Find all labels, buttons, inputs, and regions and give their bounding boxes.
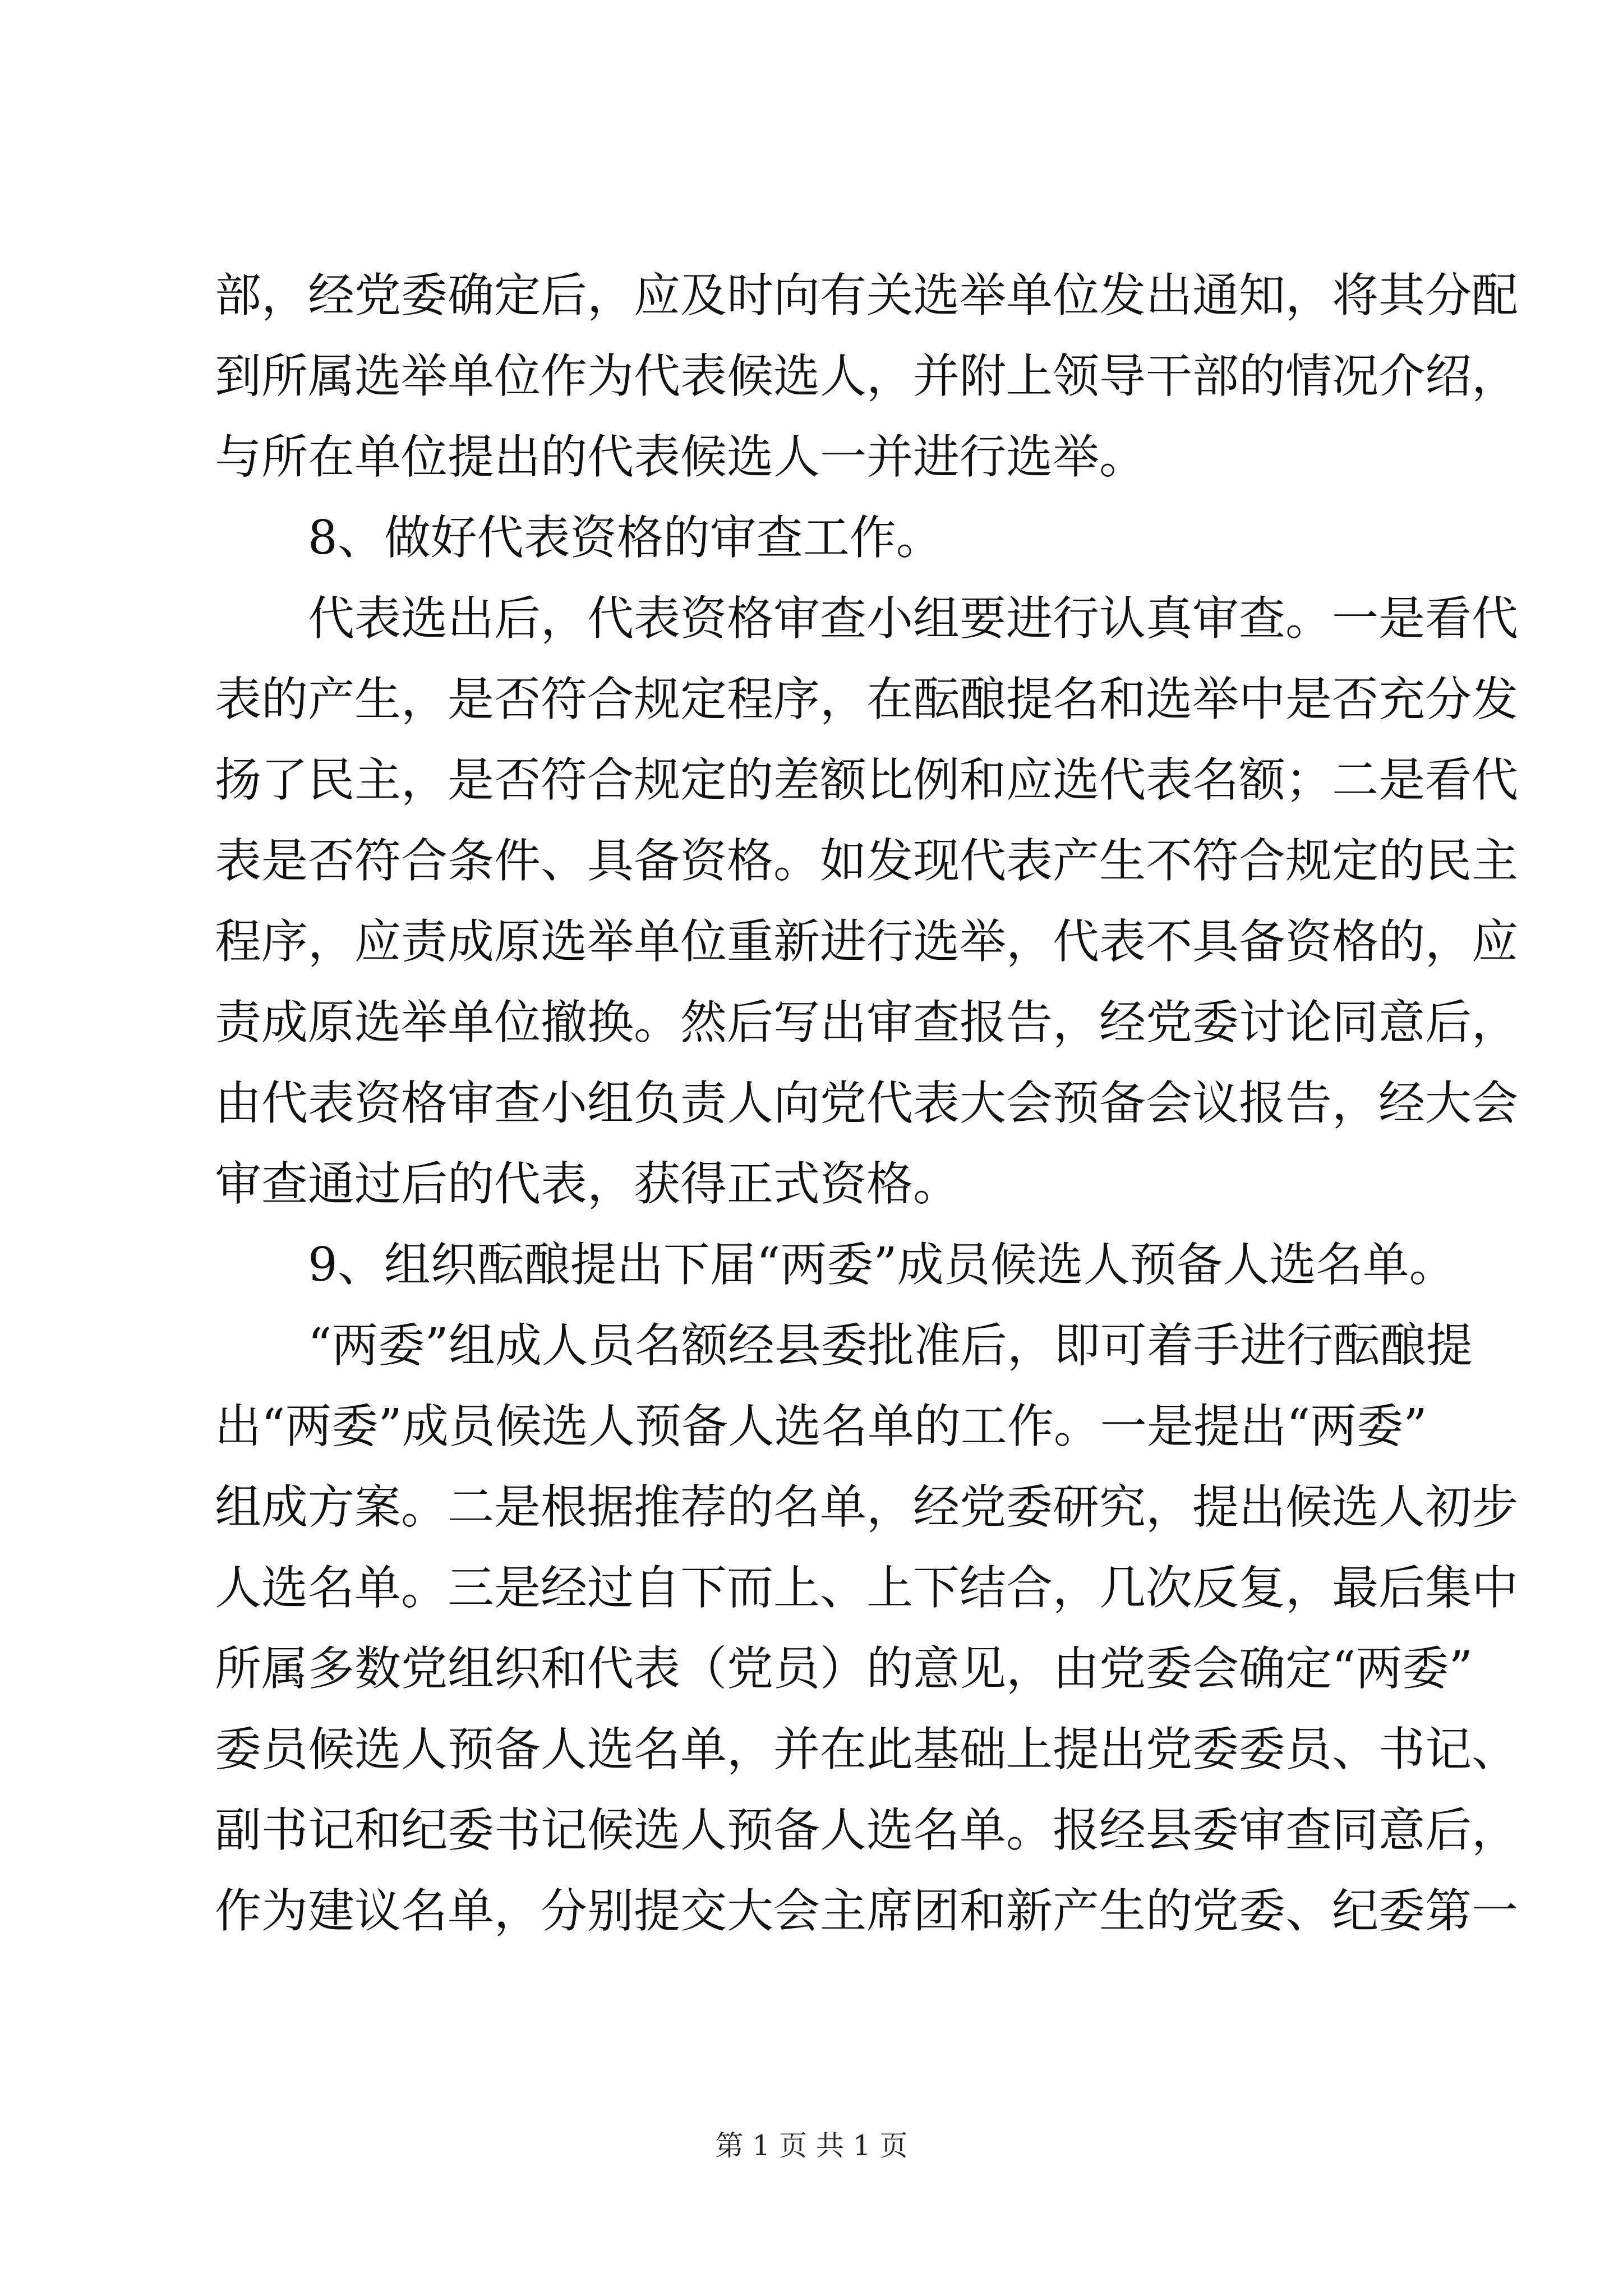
text-line: 部，经党委确定后，应及时向有关选举单位发出通知，将其分配 [215,268,1518,323]
section-heading-8: 8、做好代表资格的审查工作。 [308,510,943,565]
section-heading-9: 9、组织酝酿提出下届“两委”成员候选人预备人选名单。 [308,1237,1456,1292]
text-line: 组成方案。二是根据推荐的名单，经党委研究，提出候选人初步 [215,1480,1518,1534]
text-line: “两委”组成人员名额经县委批准后，即可着手进行酝酿提 [308,1318,1473,1373]
text-line: 审查通过后的代表，获得正式资格。 [215,1157,960,1211]
text-line: 程序，应责成原选举单位重新进行选举，代表不具备资格的，应 [215,914,1518,969]
text-line: 责成原选举单位撤换。然后写出审查报告，经党委讨论同意后， [215,995,1518,1050]
text-line: 表是否符合条件、具备资格。如发现代表产生不符合规定的民主 [215,834,1518,888]
page-footer: 第 1 页 共 1 页 [715,2129,908,2162]
text-line: 出“两委”成员候选人预备人选名单的工作。一是提出“两委” [215,1399,1427,1453]
text-line: 副书记和纪委书记候选人预备人选名单。报经县委审查同意后， [215,1803,1518,1857]
text-line: 作为建议名单，分别提交大会主席团和新产生的党委、纪委第一 [215,1884,1518,1938]
text-line: 与所在单位提出的代表候选人一并进行选举。 [215,430,1146,484]
text-line: 所属多数党组织和代表（党员）的意见，由党委会确定“两委” [215,1641,1473,1696]
body-text [215,255,1518,1952]
text-line: 表的产生，是否符合规定程序，在酝酿提名和选举中是否充分发 [215,672,1518,726]
text-line: 到所属选举单位作为代表候选人，并附上领导干部的情况介绍， [215,349,1518,403]
text-line: 人选名单。三是经过自下而上、上下结合，几次反复，最后集中 [215,1561,1518,1615]
text-line: 代表选出后，代表资格审查小组要进行认真审查。一是看代 [308,591,1518,646]
text-line: 扬了民主，是否符合规定的差额比例和应选代表名额；二是看代 [215,753,1518,807]
text-line: 委员候选人预备人选名单，并在此基础上提出党委委员、书记、 [215,1722,1518,1777]
text-line: 由代表资格审查小组负责人向党代表大会预备会议报告，经大会 [215,1076,1518,1130]
